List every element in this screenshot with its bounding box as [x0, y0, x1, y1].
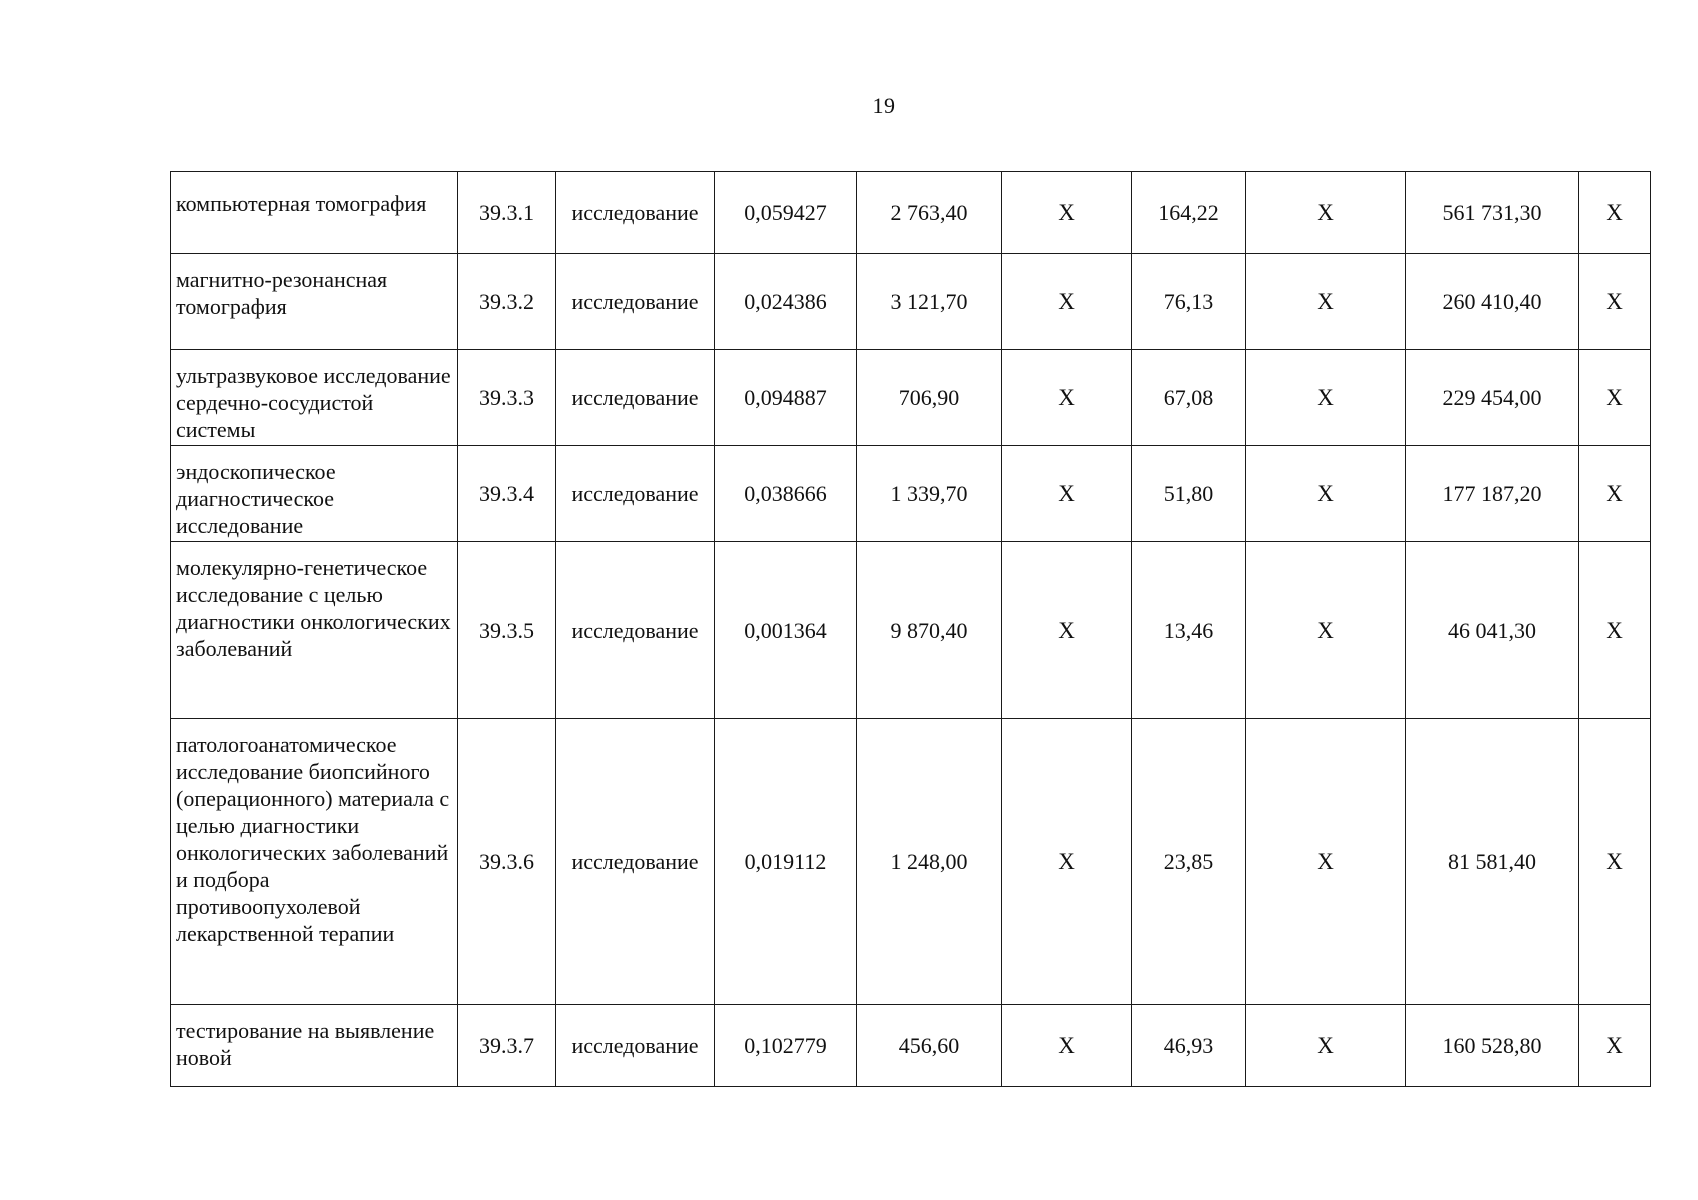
per-capita-cell: 51,80	[1132, 446, 1246, 542]
per-capita-cell: 164,22	[1132, 172, 1246, 254]
tariff-table	[170, 171, 1651, 1087]
cost-cell: 3 121,70	[857, 254, 1002, 350]
x-mark-cell: Х	[1246, 172, 1406, 254]
table-row	[171, 1005, 1651, 1087]
total-cell: 229 454,00	[1406, 350, 1579, 446]
per-capita-cell: 67,08	[1132, 350, 1246, 446]
table-row	[171, 350, 1651, 446]
service-code-cell: 39.3.4	[458, 446, 556, 542]
cost-cell: 2 763,40	[857, 172, 1002, 254]
service-code-cell: 39.3.3	[458, 350, 556, 446]
x-mark-cell: Х	[1246, 254, 1406, 350]
per-capita-cell: 46,93	[1132, 1005, 1246, 1087]
standard-cell: 0,059427	[715, 172, 857, 254]
service-name-cell: молекулярно-генетическое исследование с целью диагностики онкологических заболеваний	[171, 542, 458, 719]
cost-cell: 9 870,40	[857, 542, 1002, 719]
standard-cell: 0,038666	[715, 446, 857, 542]
total-cell: 260 410,40	[1406, 254, 1579, 350]
x-mark-cell: Х	[1246, 1005, 1406, 1087]
unit-cell: исследование	[556, 719, 715, 1005]
x-mark-cell: Х	[1002, 254, 1132, 350]
standard-cell: 0,001364	[715, 542, 857, 719]
cost-cell: 1 339,70	[857, 446, 1002, 542]
unit-cell: исследование	[556, 446, 715, 542]
standard-cell: 0,019112	[715, 719, 857, 1005]
table-row	[171, 254, 1651, 350]
service-name-cell: патологоанатомическое исследование биопсийного (операционного) материала с целью диагностики онкологических заболеваний и подбора противоопухолевой лекарственной терапии	[171, 719, 458, 1005]
per-capita-cell: 76,13	[1132, 254, 1246, 350]
cost-cell: 1 248,00	[857, 719, 1002, 1005]
unit-cell: исследование	[556, 172, 715, 254]
unit-cell: исследование	[556, 254, 715, 350]
unit-cell: исследование	[556, 1005, 715, 1087]
x-mark-cell: Х	[1579, 254, 1651, 350]
x-mark-cell: Х	[1579, 1005, 1651, 1087]
service-name-cell: магнитно-резонансная томография	[171, 254, 458, 350]
x-mark-cell: Х	[1579, 350, 1651, 446]
x-mark-cell: Х	[1246, 542, 1406, 719]
service-code-cell: 39.3.1	[458, 172, 556, 254]
x-mark-cell: Х	[1002, 350, 1132, 446]
total-cell: 160 528,80	[1406, 1005, 1579, 1087]
x-mark-cell: Х	[1002, 542, 1132, 719]
per-capita-cell: 23,85	[1132, 719, 1246, 1005]
service-code-cell: 39.3.6	[458, 719, 556, 1005]
x-mark-cell: Х	[1002, 1005, 1132, 1087]
total-cell: 46 041,30	[1406, 542, 1579, 719]
x-mark-cell: Х	[1579, 542, 1651, 719]
table-row	[171, 446, 1651, 542]
x-mark-cell: Х	[1246, 446, 1406, 542]
service-name-cell: эндоскопическое диагностическое исследование	[171, 446, 458, 542]
per-capita-cell: 13,46	[1132, 542, 1246, 719]
x-mark-cell: Х	[1579, 446, 1651, 542]
unit-cell: исследование	[556, 350, 715, 446]
x-mark-cell: Х	[1246, 719, 1406, 1005]
service-code-cell: 39.3.2	[458, 254, 556, 350]
x-mark-cell: Х	[1002, 446, 1132, 542]
cost-cell: 456,60	[857, 1005, 1002, 1087]
standard-cell: 0,102779	[715, 1005, 857, 1087]
x-mark-cell: Х	[1002, 172, 1132, 254]
table-row	[171, 542, 1651, 719]
standard-cell: 0,024386	[715, 254, 857, 350]
table-row	[171, 172, 1651, 254]
service-name-cell: компьютерная томография	[171, 172, 458, 254]
table-row	[171, 719, 1651, 1005]
x-mark-cell: Х	[1579, 719, 1651, 1005]
x-mark-cell: Х	[1579, 172, 1651, 254]
unit-cell: исследование	[556, 542, 715, 719]
service-name-cell: тестирование на выявление новой	[171, 1005, 458, 1087]
service-code-cell: 39.3.7	[458, 1005, 556, 1087]
service-code-cell: 39.3.5	[458, 542, 556, 719]
x-mark-cell: Х	[1002, 719, 1132, 1005]
service-name-cell: ультразвуковое исследование сердечно-сосудистой системы	[171, 350, 458, 446]
x-mark-cell: Х	[1246, 350, 1406, 446]
page-number: 19	[872, 93, 896, 118]
cost-cell: 706,90	[857, 350, 1002, 446]
total-cell: 177 187,20	[1406, 446, 1579, 542]
standard-cell: 0,094887	[715, 350, 857, 446]
total-cell: 81 581,40	[1406, 719, 1579, 1005]
total-cell: 561 731,30	[1406, 172, 1579, 254]
